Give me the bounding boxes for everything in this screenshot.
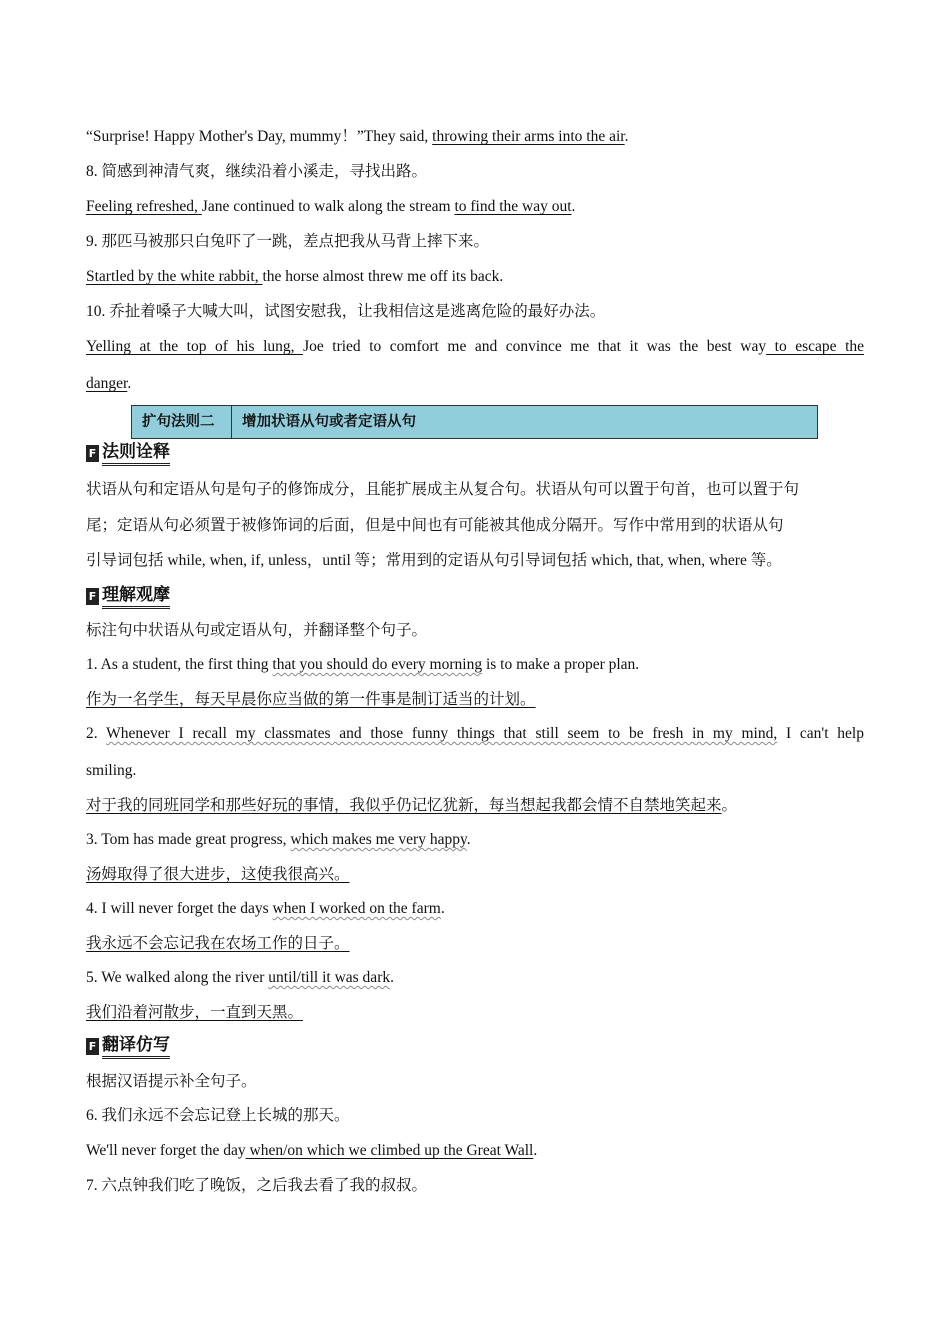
rule-box	[131, 405, 818, 439]
question-9: 9. 那匹马被那只白兔吓了一跳，差点把我从马背上摔下来。	[86, 233, 490, 250]
translation-4	[86, 933, 864, 955]
question-10: 10. 乔扯着嗓子大喊大叫，试图安慰我，让我相信这是逃离危险的最好办法。	[86, 303, 606, 320]
translation-text: 我们沿着河散步，一直到天黑。	[86, 1004, 304, 1021]
example-sentence-2-cont: smiling.	[86, 762, 137, 779]
example-sentence-5	[86, 967, 864, 989]
heading-text: 法则诠释	[102, 441, 170, 466]
answer-text: Jane continued to walk along the stream	[201, 198, 455, 215]
translation-text: 。	[721, 797, 738, 814]
translation-text: 汤姆取得了很大进步，这使我很高兴。	[86, 866, 350, 883]
answer-text: “Surprise! Happy Mother's Day, mummy！”They said,	[86, 128, 433, 145]
answer-underlined: Feeling refreshed,	[86, 198, 202, 215]
answer-text: .	[533, 1142, 538, 1159]
answer-text: .	[624, 128, 629, 145]
clause-marked: until/till it was dark	[268, 969, 391, 986]
explain-paragraph-line: 引导词包括 while, when, if, unless，until 等；常用到的定语从句引导词包括 which, that, when, where 等。	[86, 552, 782, 569]
rule-title: 增加状语从句或者定语从句	[242, 414, 416, 430]
answer-underlined: Yelling at the top of his lung,	[86, 338, 304, 355]
rule-label: 扩句法则二	[132, 406, 232, 438]
example-sentence-4	[86, 898, 864, 920]
answer-underlined: Startled by the white rabbit,	[86, 268, 263, 285]
clause-marked: that you should do every morning	[272, 656, 483, 673]
explain-paragraph-line: 尾；定语从句必须置于被修饰词的后面，但是中间也有可能被其他成分隔开。写作中常用到的状语从句	[86, 517, 784, 534]
translation-text: 我永远不会忘记我在农场工作的日子。	[86, 935, 350, 952]
question-10-answer-cont	[86, 373, 864, 395]
answer-text: .	[127, 375, 132, 392]
question-8-answer	[86, 196, 864, 218]
sentence-text: .	[390, 969, 394, 986]
answer-underlined: to find the way out	[454, 198, 572, 215]
example-sentence-1	[86, 654, 864, 676]
sentence-7-answer	[86, 126, 864, 148]
sentence-text: 4. I will never forget the days	[86, 900, 273, 917]
sentence-text: .	[440, 900, 445, 917]
answer-underlined: to escape the	[766, 338, 865, 355]
answer-underlined: danger	[86, 375, 128, 392]
question-6: 6. 我们永远不会忘记登上长城的那天。	[86, 1107, 350, 1124]
sentence-text: 5. We walked along the river	[86, 969, 269, 986]
question-10-answer	[86, 336, 864, 358]
section-heading-observe	[86, 584, 170, 608]
example-sentence-3	[86, 829, 864, 851]
translate-instruction: 根据汉语提示补全句子。	[86, 1073, 257, 1090]
example-sentence-2	[86, 723, 864, 745]
heading-text: 翻译仿写	[102, 1034, 170, 1059]
answer-underlined: throwing their arms into the air	[432, 128, 625, 145]
question-6-answer	[86, 1140, 864, 1162]
translation-text: 对于我的同班同学和那些好玩的事情，我似乎仍记忆犹新，每当想起我都会情不自禁地笑起来	[86, 797, 722, 814]
answer-text: We'll never forget the day	[86, 1142, 246, 1159]
heading-text: 理解观摩	[102, 584, 170, 609]
answer-text: the horse almost threw me off its back.	[262, 268, 504, 285]
question-9-answer	[86, 266, 864, 288]
answer-text: .	[571, 198, 576, 215]
question-8: 8. 简感到神清气爽，继续沿着小溪走，寻找出路。	[86, 163, 428, 180]
section-heading-translate	[86, 1034, 170, 1058]
translation-5	[86, 1002, 864, 1024]
sentence-text: is to make a proper plan.	[482, 656, 640, 673]
f-icon: F	[86, 1038, 99, 1055]
observe-instruction: 标注句中状语从句或定语从句，并翻译整个句子。	[86, 622, 428, 639]
sentence-text: 1. As a student, the first thing	[86, 656, 273, 673]
f-icon: F	[86, 588, 99, 605]
translation-2	[86, 795, 864, 817]
sentence-text: 3. Tom has made great progress,	[86, 831, 291, 848]
clause-marked: Whenever I recall my classmates and those funny things that still seem to be fresh in my mind,	[106, 725, 778, 742]
answer-underlined: when/on which we climbed up the Great Wall	[245, 1142, 534, 1159]
answer-text: Joe tried to comfort me and convince me that it was the best way	[303, 338, 767, 355]
clause-marked: which makes me very happy	[290, 831, 467, 848]
explain-paragraph-line: 状语从句和定语从句是句子的修饰成分，且能扩展成主从复合句。状语从句可以置于句首，也可以置于句	[86, 481, 800, 498]
clause-marked: when I worked on the farm	[272, 900, 441, 917]
f-icon: F	[86, 445, 99, 462]
sentence-text: .	[466, 831, 471, 848]
sentence-text: 2.	[86, 725, 107, 742]
sentence-text: I can't help	[777, 725, 864, 742]
section-heading-explain	[86, 441, 170, 465]
translation-1	[86, 689, 864, 711]
translation-3	[86, 864, 864, 886]
translation-text: 作为一名学生，每天早晨你应当做的第一件事是制订适当的计划。	[86, 691, 536, 708]
question-7: 7. 六点钟我们吃了晚饭，之后我去看了我的叔叔。	[86, 1177, 428, 1194]
